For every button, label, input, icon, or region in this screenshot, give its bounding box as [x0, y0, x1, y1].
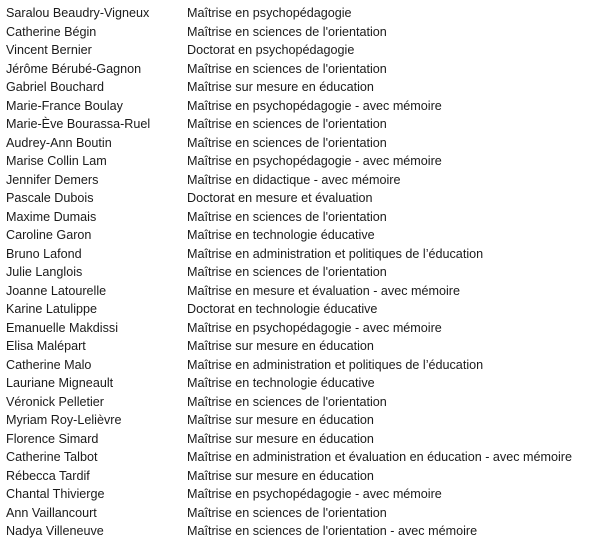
list-item [6, 282, 591, 301]
list-item [6, 504, 591, 523]
student-program-list [6, 4, 591, 541]
program-name: Maîtrise sur mesure en éducation [187, 413, 374, 427]
program-name: Maîtrise en sciences de l'orientation [187, 209, 387, 224]
program-name: Maîtrise sur mesure en éducation [187, 468, 374, 483]
program-name: Doctorat en mesure et évaluation [187, 191, 373, 205]
list-item [6, 263, 591, 282]
student-name: Emanuelle Makdissi [6, 320, 118, 335]
list-item [6, 485, 591, 504]
program-name: Maîtrise en psychopédagogie - avec mémoire [187, 98, 442, 113]
student-name: Marise Collin Lam [6, 154, 107, 168]
program-name: Maîtrise en administration et politiques de l’éducation [187, 246, 484, 261]
list-item [6, 411, 591, 430]
list-item [6, 467, 591, 486]
list-item [6, 4, 591, 23]
student-name: Florence Simard [6, 431, 99, 446]
program-name: Maîtrise sur mesure en éducation [187, 80, 374, 94]
program-name: Maîtrise en psychopédagogie - avec mémoire [187, 154, 442, 168]
list-item [6, 226, 591, 245]
program-name: Maîtrise en technologie éducative [187, 228, 375, 242]
student-name: Ann Vaillancourt [6, 505, 97, 520]
program-name: Maîtrise en didactique - avec mémoire [187, 172, 401, 187]
program-name: Maîtrise sur mesure en éducation [187, 339, 374, 353]
program-name: Maîtrise en sciences de l'orientation [187, 117, 387, 131]
student-name: Joanne Latourelle [6, 283, 107, 298]
list-item [6, 522, 591, 541]
student-name: Vincent Bernier [6, 43, 92, 57]
list-item [6, 337, 591, 356]
program-name: Doctorat en psychopédagogie [187, 43, 355, 57]
student-name: Catherine Malo [6, 357, 92, 372]
student-name: Pascale Dubois [6, 191, 94, 205]
list-item [6, 41, 591, 60]
program-name: Maîtrise en sciences de l'orientation [187, 505, 387, 520]
list-item [6, 300, 591, 319]
student-name: Jennifer Demers [6, 172, 99, 187]
program-name: Maîtrise en sciences de l'orientation [187, 265, 387, 279]
list-item [6, 374, 591, 393]
student-name: Catherine Talbot [6, 450, 98, 464]
student-name: Lauriane Migneault [6, 376, 114, 390]
student-name: Saralou Beaudry-Vigneux [6, 6, 150, 20]
list-item [6, 152, 591, 171]
student-name: Myriam Roy-Lelièvre [6, 413, 122, 427]
program-name: Maîtrise en psychopédagogie [187, 6, 352, 20]
program-name: Maîtrise en sciences de l'orientation [187, 24, 387, 39]
program-name: Maîtrise en technologie éducative [187, 376, 375, 390]
list-item [6, 115, 591, 134]
student-name: Bruno Lafond [6, 246, 82, 261]
program-name: Maîtrise en sciences de l'orientation - avec mémoire [187, 524, 478, 538]
program-name: Maîtrise en sciences de l'orientation [187, 135, 387, 150]
list-item [6, 356, 591, 375]
list-item [6, 319, 591, 338]
student-name: Véronick Pelletier [6, 394, 104, 409]
list-item [6, 134, 591, 153]
list-item [6, 189, 591, 208]
program-name: Maîtrise en administration et politiques de l’éducation [187, 357, 484, 372]
list-item [6, 171, 591, 190]
student-name: Chantal Thivierge [6, 487, 105, 501]
program-name: Maîtrise en psychopédagogie - avec mémoire [187, 320, 442, 335]
list-item [6, 60, 591, 79]
student-name: Jérôme Bérubé-Gagnon [6, 61, 142, 76]
student-name: Audrey-Ann Boutin [6, 135, 112, 150]
list-item [6, 245, 591, 264]
student-name: Rébecca Tardif [6, 468, 90, 483]
program-name: Maîtrise en mesure et évaluation - avec mémoire [187, 283, 460, 298]
student-name: Elisa Malépart [6, 339, 86, 353]
student-name: Gabriel Bouchard [6, 80, 105, 94]
student-name: Marie-France Boulay [6, 98, 123, 113]
student-name: Nadya Villeneuve [6, 524, 104, 538]
student-name: Maxime Dumais [6, 209, 97, 224]
program-name: Maîtrise en administration et évaluation en éducation - avec mémoire [187, 450, 573, 464]
student-name: Marie-Ève Bourassa-Ruel [6, 117, 151, 131]
student-name: Catherine Bégin [6, 24, 97, 39]
program-name: Maîtrise en sciences de l'orientation [187, 394, 387, 409]
list-item [6, 448, 591, 467]
list-item [6, 208, 591, 227]
list-item [6, 78, 591, 97]
list-item [6, 97, 591, 116]
program-name: Maîtrise sur mesure en éducation [187, 431, 374, 446]
student-name: Caroline Garon [6, 228, 92, 242]
program-name: Maîtrise en sciences de l'orientation [187, 61, 387, 76]
list-item [6, 23, 591, 42]
list-item [6, 430, 591, 449]
program-name: Maîtrise en psychopédagogie - avec mémoire [187, 487, 442, 501]
list-item [6, 393, 591, 412]
program-name: Doctorat en technologie éducative [187, 302, 378, 316]
student-name: Julie Langlois [6, 265, 83, 279]
student-name: Karine Latulippe [6, 302, 98, 316]
